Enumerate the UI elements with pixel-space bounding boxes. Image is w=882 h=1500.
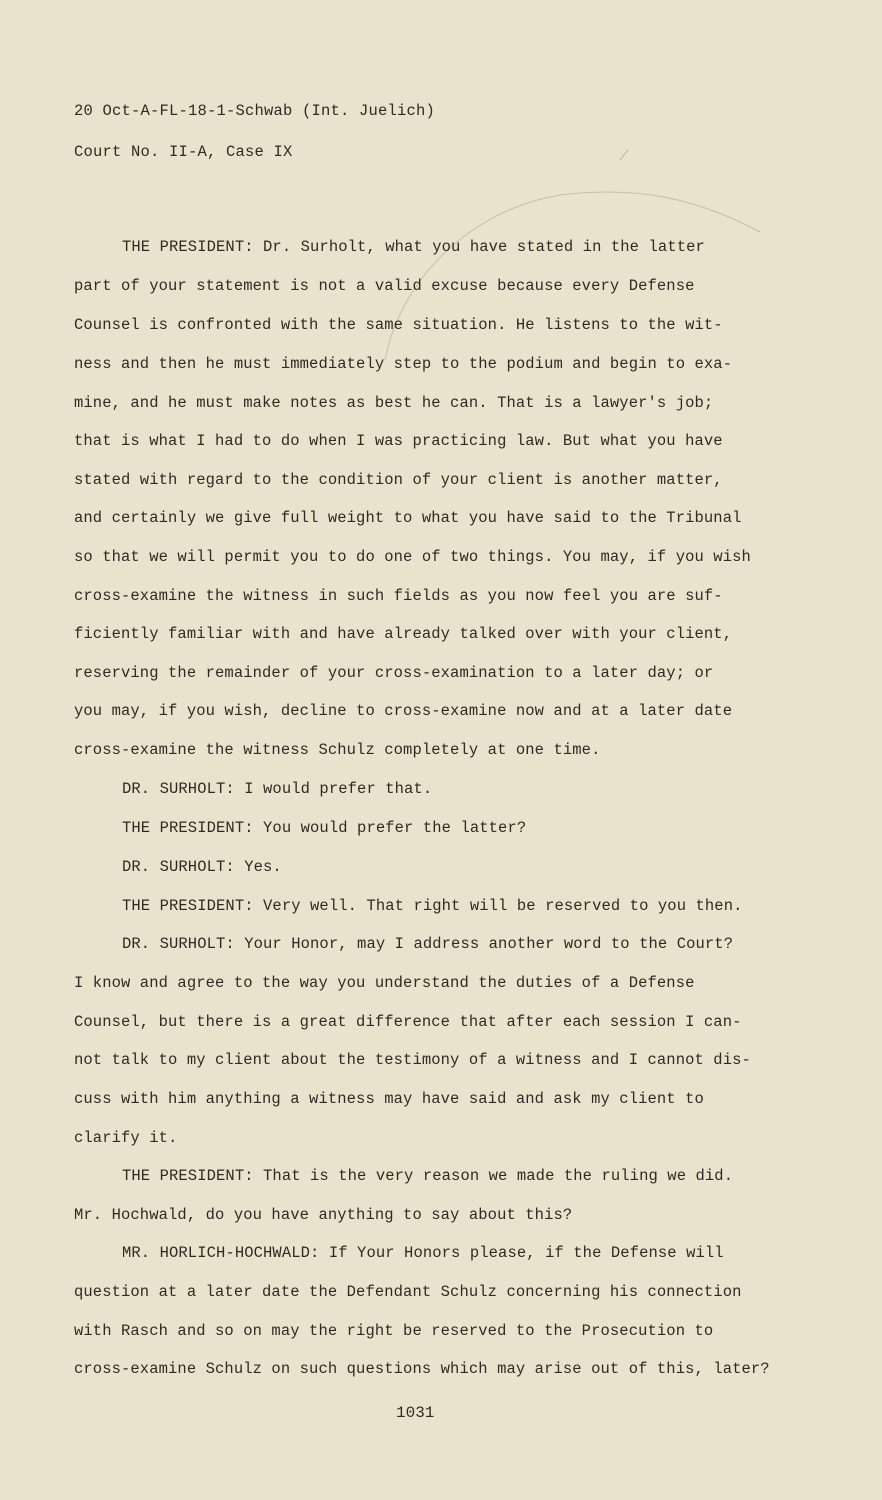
text-line: part of your statement is not a valid excuse because every Defense bbox=[74, 277, 695, 295]
text-line: DR. SURHOLT: Your Honor, may I address another word to the Court? bbox=[122, 935, 734, 953]
text-line: you may, if you wish, decline to cross-examine now and at a later date bbox=[74, 702, 733, 720]
text-line: stated with regard to the condition of your client is another matter, bbox=[74, 471, 723, 489]
text-line: DR. SURHOLT: Yes. bbox=[122, 858, 282, 876]
text-line: THE PRESIDENT: Very well. That right will be reserved to you then. bbox=[122, 897, 743, 915]
document-reference: 20 Oct-A-FL-18-1-Schwab (Int. Juelich) bbox=[74, 102, 436, 120]
text-line: clarify it. bbox=[74, 1129, 178, 1147]
text-line: so that we will permit you to do one of two things. You may, if you wish bbox=[74, 548, 751, 566]
text-line: THE PRESIDENT: That is the very reason we made the ruling we did. bbox=[122, 1167, 734, 1185]
text-line: ficiently familiar with and have already talked over with your client, bbox=[74, 625, 733, 643]
text-line: cuss with him anything a witness may have said and ask my client to bbox=[74, 1090, 704, 1108]
text-line: cross-examine Schulz on such questions which may arise out of this, later? bbox=[74, 1360, 770, 1378]
page-number: 1031 bbox=[396, 1404, 435, 1422]
text-line: DR. SURHOLT: I would prefer that. bbox=[122, 780, 433, 798]
text-line: I know and agree to the way you understand the duties of a Defense bbox=[74, 974, 695, 992]
text-line: reserving the remainder of your cross-examination to a later day; or bbox=[74, 664, 714, 682]
court-case-line: Court No. II-A, Case IX bbox=[74, 143, 293, 161]
text-line: Mr. Hochwald, do you have anything to say about this? bbox=[74, 1206, 573, 1224]
text-line: that is what I had to do when I was practicing law. But what you have bbox=[74, 432, 723, 450]
text-line: Counsel is confronted with the same situation. He listens to the wit- bbox=[74, 316, 723, 334]
text-line: Counsel, but there is a great difference that after each session I can- bbox=[74, 1013, 742, 1031]
text-line: not talk to my client about the testimony of a witness and I cannot dis- bbox=[74, 1051, 751, 1069]
text-line: THE PRESIDENT: You would prefer the latter? bbox=[122, 819, 527, 837]
text-line: mine, and he must make notes as best he can. That is a lawyer's job; bbox=[74, 394, 714, 412]
text-line: MR. HORLICH-HOCHWALD: If Your Honors please, if the Defense will bbox=[122, 1244, 724, 1262]
text-line: cross-examine the witness Schulz completely at one time. bbox=[74, 741, 601, 759]
text-line: ness and then he must immediately step to the podium and begin to exa- bbox=[74, 355, 733, 373]
text-line: question at a later date the Defendant Schulz concerning his connection bbox=[74, 1283, 742, 1301]
text-line: and certainly we give full weight to what you have said to the Tribunal bbox=[74, 509, 742, 527]
text-line: with Rasch and so on may the right be reserved to the Prosecution to bbox=[74, 1322, 714, 1340]
text-line: cross-examine the witness in such fields as you now feel you are suf- bbox=[74, 587, 723, 605]
text-line: THE PRESIDENT: Dr. Surholt, what you have stated in the latter bbox=[122, 238, 705, 256]
